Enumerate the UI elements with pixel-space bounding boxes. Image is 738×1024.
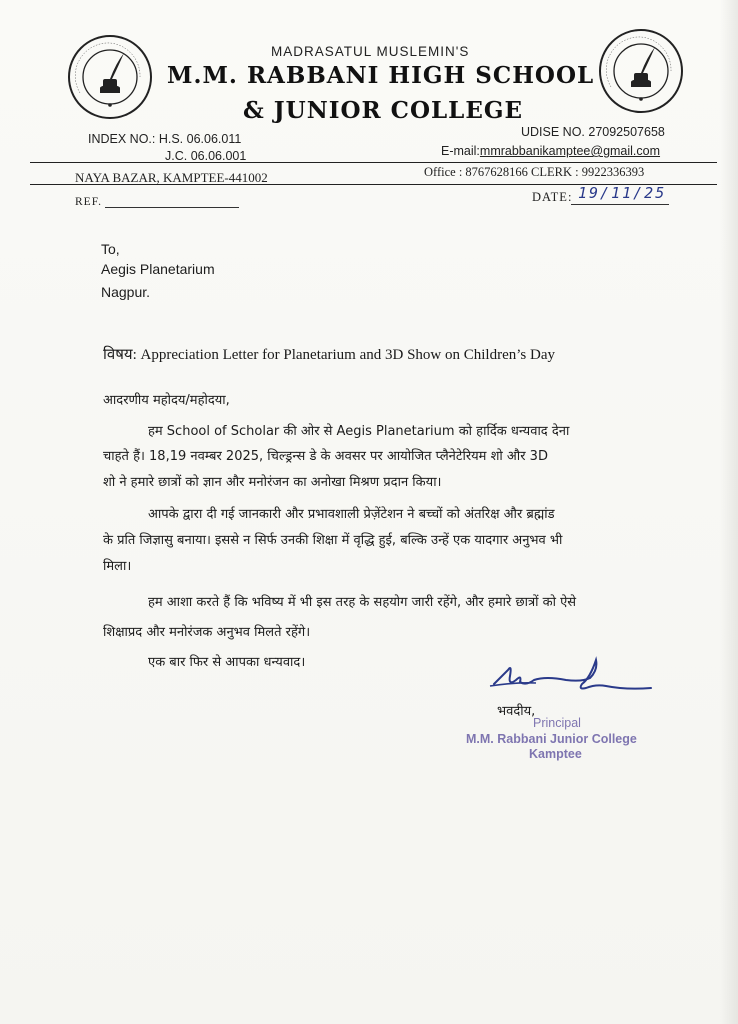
school-seal-right (597, 27, 685, 115)
principal-signature (486, 650, 656, 700)
salutation: आदरणीय महोदय/महोदया, (103, 393, 230, 408)
email-label: E-mail: (441, 144, 480, 158)
closing: भवदीय, (497, 704, 536, 719)
school-seal-left (66, 33, 154, 121)
body-line: हम School of Scholar की ओर से Aegis Planetarium को हार्दिक धन्यवाद देना (148, 424, 570, 439)
school-name-line1: M.M. RABBANI HIGH SCHOOL (167, 62, 595, 89)
recipient-name: Aegis Planetarium (101, 261, 215, 277)
madrasa-name: MADRASATUL MUSLEMIN'S (271, 44, 470, 59)
email-line (441, 144, 660, 158)
index-number-jc: J.C. 06.06.001 (165, 149, 247, 163)
school-address: NAYA BAZAR, KAMPTEE-441002 (75, 170, 268, 185)
school-name-line2: & JUNIOR COLLEGE (243, 97, 524, 124)
udise-number: UDISE NO. 27092507658 (521, 125, 665, 139)
body-line: मिला। (103, 559, 132, 574)
body-line: शिक्षाप्रद और मनोरंजक अनुभव मिलते रहेंगे। (103, 625, 311, 640)
date-blank-line (571, 204, 669, 205)
recipient-to: To, (101, 241, 120, 257)
date-label: DATE: (532, 190, 573, 204)
body-line: शो ने हमारे छात्रों को ज्ञान और मनोरंजन का अनोखा मिश्रण प्रदान किया। (103, 475, 442, 490)
scan-edge-shadow (720, 0, 738, 1024)
stamp-principal: Principal (533, 716, 581, 730)
body-line: चाहते हैं। 18,19 नवम्बर 2025, चिल्ड्रन्स डे के अवसर पर आयोजित प्लैनेटेरियम शो और 3D (103, 449, 548, 464)
body-line: हम आशा करते हैं कि भविष्य में भी इस तरह के सहयोग जारी रहेंगे, और हमारे छात्रों को ऐसे (148, 595, 577, 610)
date-handwritten: 19/11/25 (578, 184, 667, 202)
body-line: के प्रति जिज्ञासु बनाया। इससे न सिर्फ उनकी शिक्षा में वृद्धि हुई, बल्कि उन्हें एक यादगार अनुभव भी (103, 533, 563, 548)
stamp-city: Kamptee (529, 747, 582, 761)
phone-numbers: Office : 8767628166 CLERK : 9922336393 (424, 165, 645, 179)
ref-label: REF. (75, 196, 103, 208)
body-line: एक बार फिर से आपका धन्यवाद। (148, 655, 306, 670)
recipient-city: Nagpur. (101, 284, 151, 300)
email-link[interactable]: mmrabbanikamptee@gmail.com (479, 144, 661, 158)
subject-line: विषय: Appreciation Letter for Planetarium and 3D Show on Children’s Day (103, 347, 555, 363)
body-line: आपके द्वारा दी गई जानकारी और प्रभावशाली प्रेज़ेंटेशन ने बच्चों को अंतरिक्ष और ब्रह्मांड (148, 507, 555, 522)
ref-blank-line (105, 207, 239, 208)
index-number-hs: INDEX NO.: H.S. 06.06.011 (88, 132, 242, 146)
header-rule-top (30, 162, 717, 163)
stamp-college-name: M.M. Rabbani Junior College (466, 732, 637, 746)
